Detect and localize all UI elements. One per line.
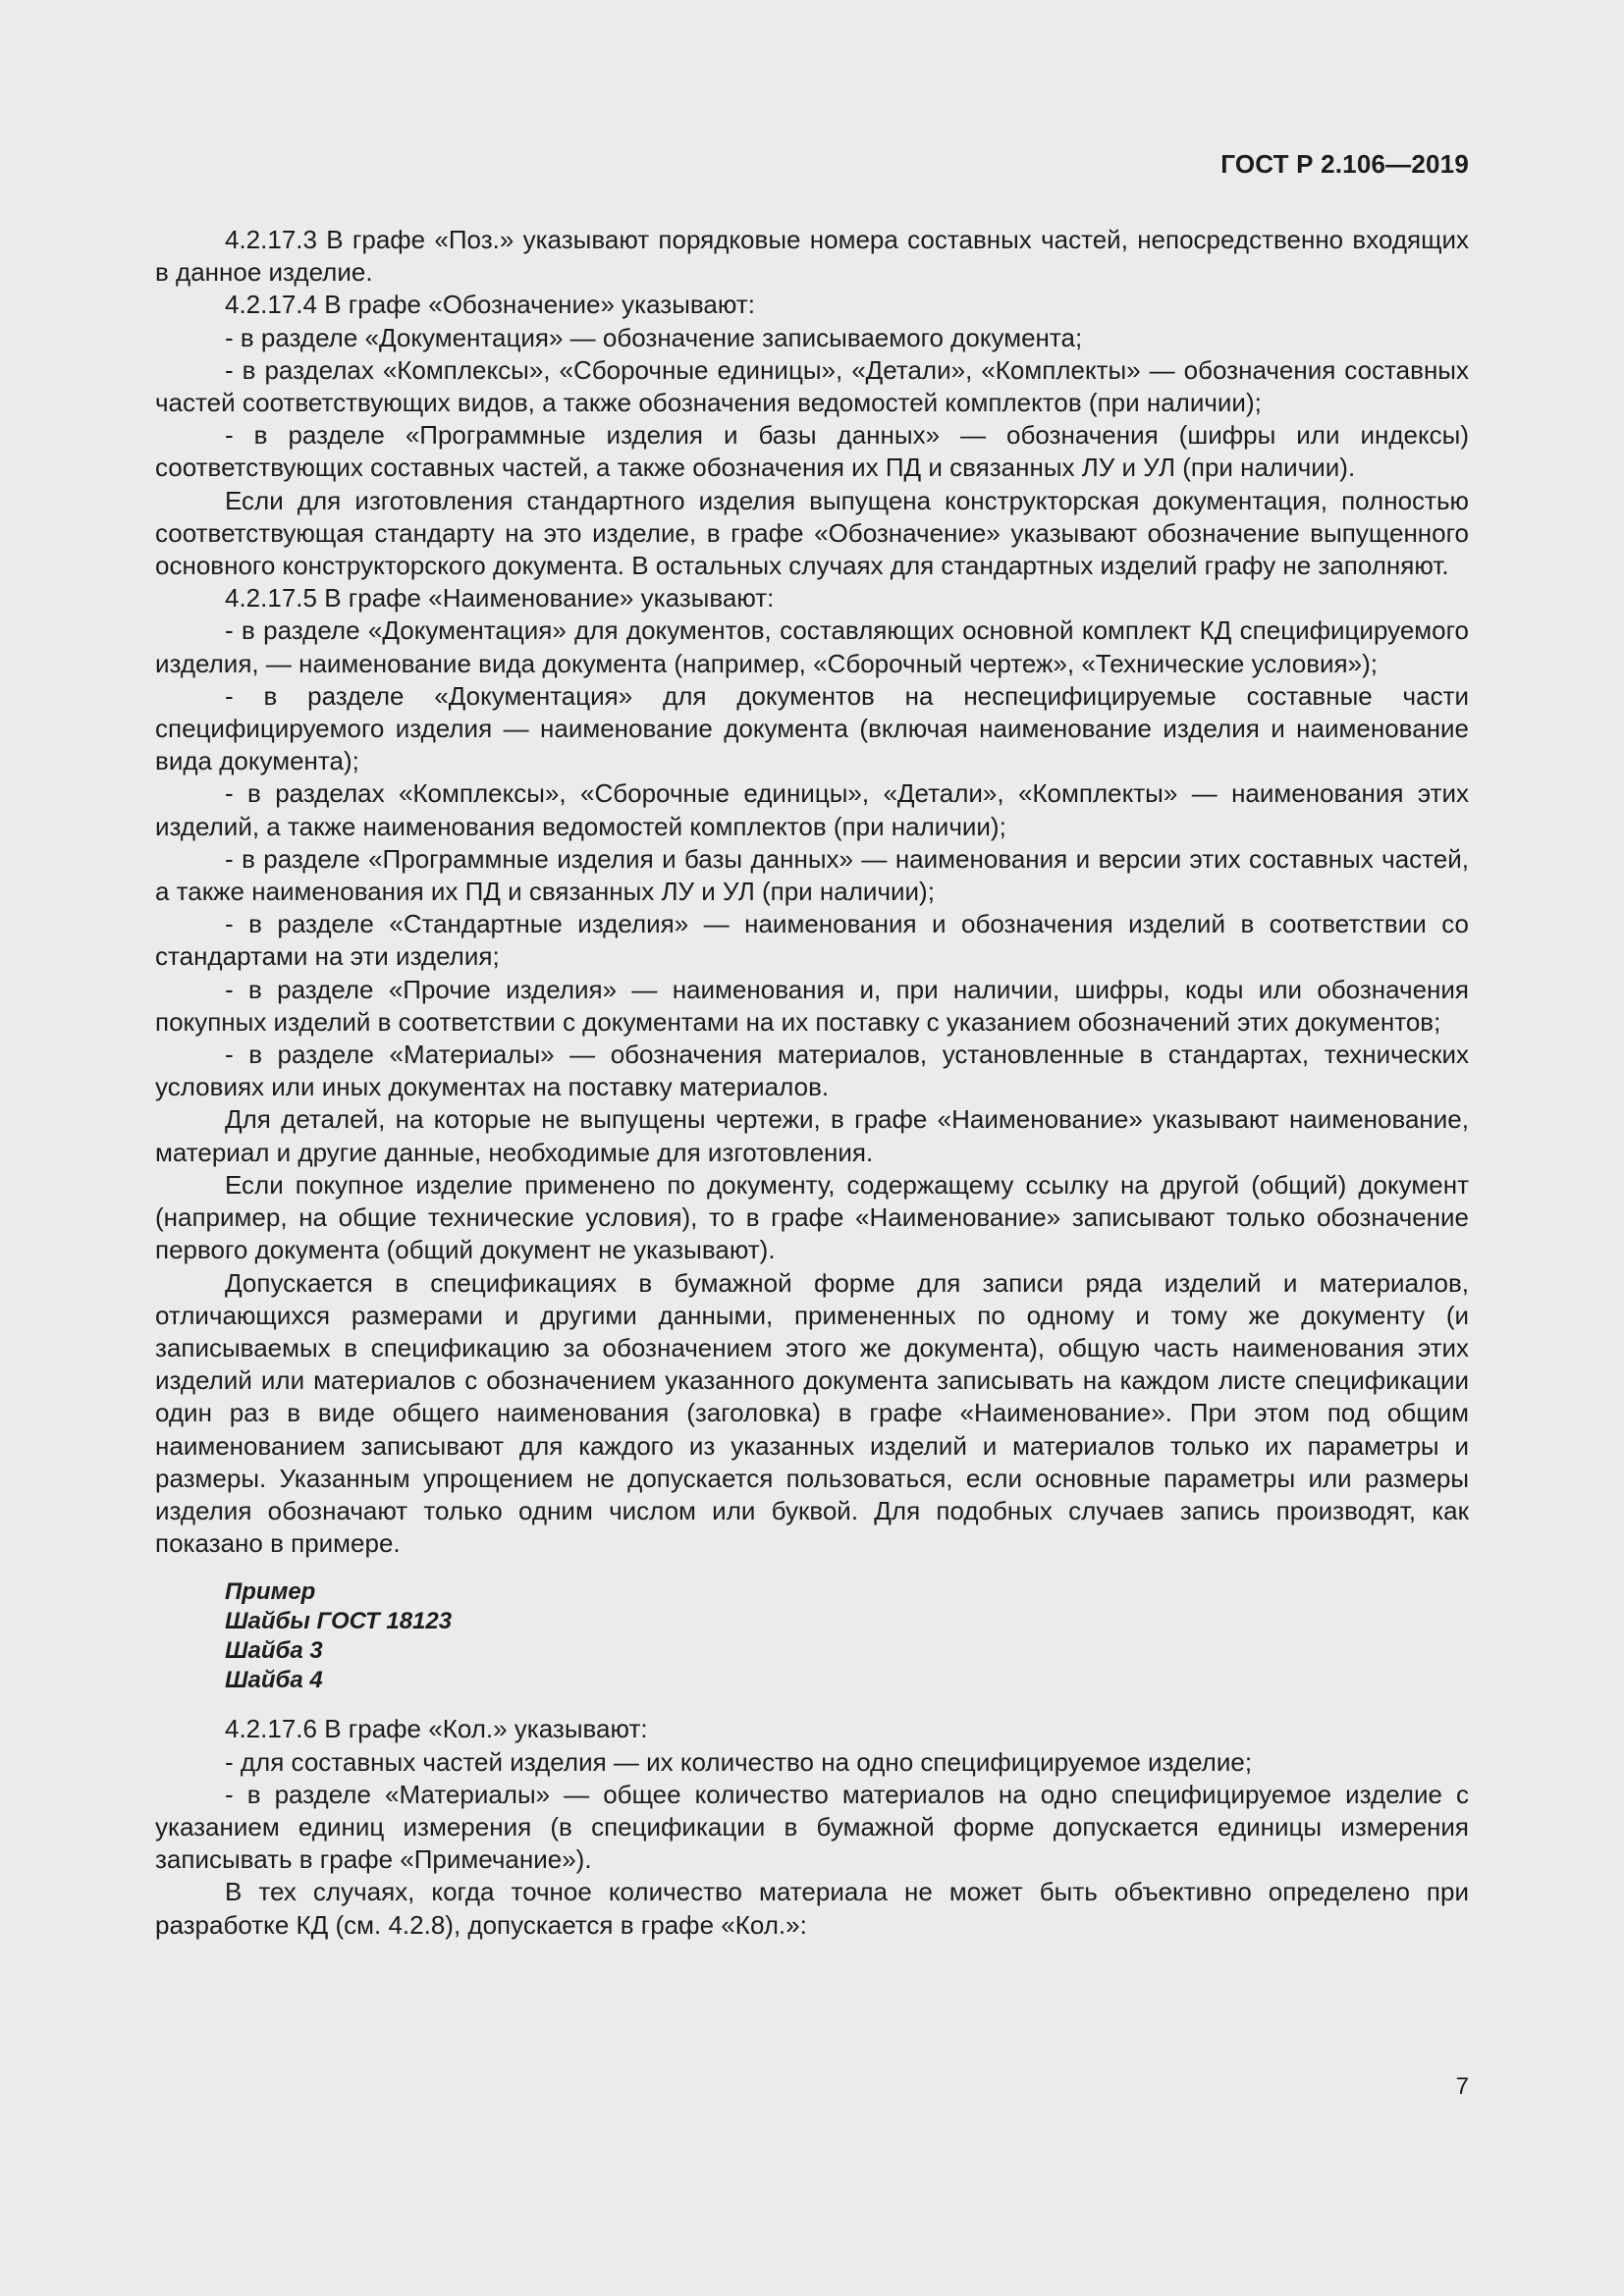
- document-code-header: ГОСТ Р 2.106—2019: [1220, 149, 1469, 179]
- list-item-complexes-designation: - в разделах «Комплексы», «Сборочные единицы», «Детали», «Комплекты» — обозначения составных частей соответствующих видов, а также обозначения ведомостей комплектов (при наличии);: [155, 354, 1469, 418]
- document-body: [155, 224, 1469, 1942]
- list-item-standard-items-name: - в разделе «Стандартные изделия» — наименования и обозначения изделий в соответствии со стандартами на эти изделия;: [155, 909, 1469, 972]
- paragraph-parts-without-drawings: Для деталей, на которые не выпущены чертежи, в графе «Наименование» указывают наименование, материал и другие данные, необходимые для изготовления.: [155, 1104, 1469, 1167]
- paragraph-4-2-17-3: 4.2.17.3 В графе «Поз.» указывают порядковые номера составных частей, непосредственно входящих в данное изделие.: [155, 225, 1469, 288]
- paragraph-purchased-items: Если покупное изделие применено по документу, содержащему ссылку на другой (общий) документ (например, на общие технические условия), то в графе «Наименование» записывают только обозначение первого документа (общий документ не указывают).: [155, 1169, 1469, 1265]
- list-item-materials-name: - в разделе «Материалы» — обозначения материалов, установленные в стандартах, технических условиях или иных документах на поставку материалов.: [155, 1040, 1469, 1102]
- list-item-parts-quantity: - для составных частей изделия — их количество на одно специфицируемое изделие;: [225, 1746, 1253, 1777]
- paragraph-4-2-17-5: 4.2.17.5 В графе «Наименование» указывают:: [225, 583, 775, 614]
- list-item-documentation-designation: - в разделе «Документация» — обозначение записываемого документа;: [225, 322, 1083, 352]
- example-line: Шайба 3: [225, 1637, 323, 1665]
- example-line: Шайбы ГОСТ 18123: [225, 1608, 453, 1635]
- list-item-complexes-name: - в разделах «Комплексы», «Сборочные единицы», «Детали», «Комплекты» — наименования этих изделий, а также наименования ведомостей комплектов (при наличии);: [155, 778, 1469, 841]
- paragraph-indeterminate-quantity: В тех случаях, когда точное количество материала не может быть объективно определено при разработке КД (см. 4.2.8), допускается в графе «Кол.»:: [155, 1877, 1469, 1940]
- list-item-materials-quantity: - в разделе «Материалы» — общее количество материалов на одно специфицируемое изделие с указанием единиц измерения (в спецификации в бумажной форме допускается единицы измерения записывать в графе «Примечание»).: [155, 1779, 1469, 1875]
- list-item-documentation-name-unspecified: - в разделе «Документация» для документов на неспецифицируемые составные части специфицируемого изделия — наименование документа (включая наименование изделия и наименование вида документа);: [155, 680, 1469, 776]
- example-label: Пример: [225, 1578, 316, 1606]
- paragraph-4-2-17-4: 4.2.17.4 В графе «Обозначение» указывают:: [225, 290, 755, 320]
- example-line: Шайба 4: [225, 1667, 323, 1694]
- list-item-documentation-name-main: - в разделе «Документация» для документов, составляющих основной комплект КД специфицируемого изделия, — наименование вида документа (например, «Сборочный чертеж», «Технические условия»);: [155, 615, 1469, 678]
- paragraph-standard-items: Если для изготовления стандартного изделия выпущена конструкторская документация, полностью соответствующая стандарту на это изделие, в графе «Обозначение» указывают обозначение выпущенного основного конструкторского документа. В остальных случаях для стандартных изделий графу не заполняют.: [155, 485, 1469, 581]
- list-item-other-items-name: - в разделе «Прочие изделия» — наименования и, при наличии, шифры, коды или обозначения покупных изделий в соответствии с документами на их поставку с указанием обозначений этих документов;: [155, 974, 1469, 1037]
- list-item-software-name: - в разделе «Программные изделия и базы данных» — наименования и версии этих составных частей, а также наименования их ПД и связанных ЛУ и УЛ (при наличии);: [155, 843, 1469, 907]
- paragraph-paper-specifications: Допускается в спецификациях в бумажной форме для записи ряда изделий и материалов, отличающихся размерами и другими данными, примененных по одному и тому же документу (и записываемых в спецификацию за обозначением этого же документа), общую часть наименования этих изделий или материалов с обозначением указанного документа записывать на каждом листе спецификации один раз в виде общего наименования (заголовка) в графе «Наименование». При этом под общим наименованием записывают для каждого из указанных изделий и материалов только их параметры и размеры. Указанным упрощением не допускается пользоваться, если основные параметры или размеры изделия обозначают только одним числом или буквой. Для подобных случаев запись производят, как показано в примере.: [155, 1267, 1469, 1559]
- example-block: [155, 1577, 1469, 1695]
- list-item-software-designation: - в разделе «Программные изделия и базы данных» — обозначения (шифры или индексы) соответствующих составных частей, а также обозначения их ПД и связанных ЛУ и УЛ (при наличии).: [155, 420, 1469, 483]
- paragraph-4-2-17-6: 4.2.17.6 В графе «Кол.» указывают:: [225, 1714, 648, 1744]
- page-number: 7: [1455, 2073, 1469, 2100]
